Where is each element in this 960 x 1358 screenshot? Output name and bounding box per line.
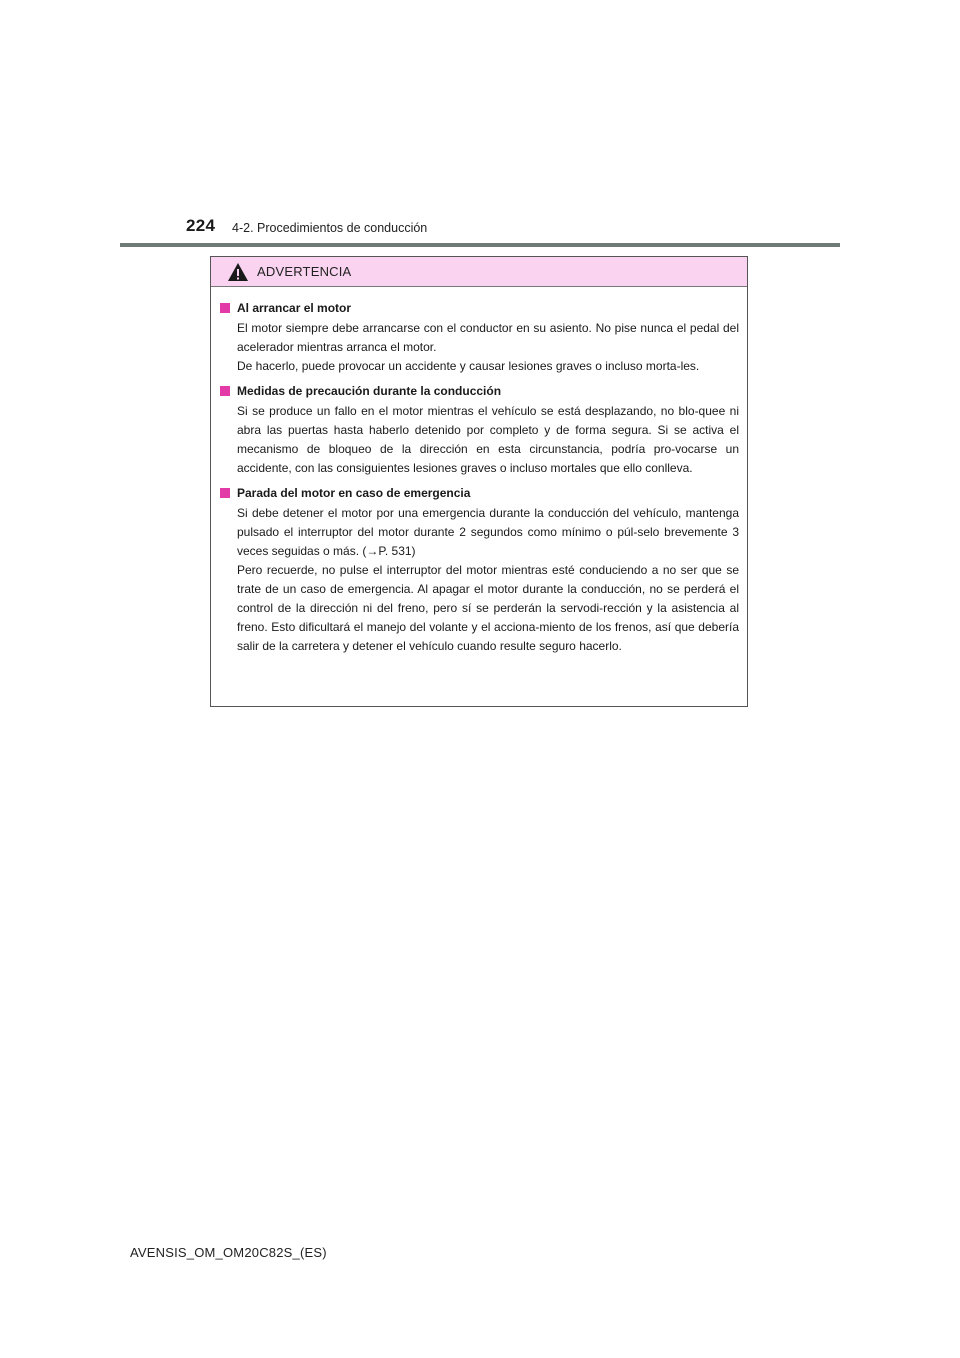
square-bullet-icon	[220, 303, 230, 313]
item-paragraph: Si se produce un fallo en el motor mientras el vehículo se está desplazando, no blo-quee ni abra las puertas hasta haberlo detenido por completo y de forma segura. Si se activa el mecanismo de bloqueo de la dirección en esta circunstancia, podría pro-vocarse un accidente, con las consiguientes lesiones graves o incluso mortales que ello conlleva.	[237, 404, 739, 475]
section-title: 4-2. Procedimientos de conducción	[232, 221, 428, 235]
item-heading: Al arrancar el motor	[237, 301, 352, 315]
warning-item	[220, 484, 739, 656]
square-bullet-icon	[220, 386, 230, 396]
warning-triangle-icon	[227, 262, 249, 282]
item-paragraph: Pero recuerde, no pulse el interruptor del motor mientras esté conduciendo a no ser que se trate de un caso de emergencia. Al apagar el motor durante la conducción, no se perderá el control de la dirección ni del freno, pero sí se perderán la servodi-rección y la asistencia al freno. Esto dificultará el manejo del volante y el acciona-miento de los frenos, así que debería salir de la carretera y detener el vehículo cuando resulte seguro hacerlo.	[237, 563, 739, 653]
item-heading: Parada del motor en caso de emergencia	[237, 486, 471, 500]
warning-label: ADVERTENCIA	[257, 264, 352, 279]
item-heading: Medidas de precaución durante la conducción	[237, 384, 502, 398]
warning-body	[211, 287, 747, 656]
warning-item	[220, 299, 739, 376]
item-paragraph: De hacerlo, puede provocar un accidente y causar lesiones graves o incluso morta-les.	[237, 359, 700, 373]
item-paragraph: Si debe detener el motor por una emergencia durante la conducción del vehículo, mantenga pulsado el interruptor del motor durante 2 segundos como mínimo o púl-selo brevemente 3 veces seguidas o más. (→P. 531)	[237, 506, 739, 558]
page-number: 224	[186, 216, 216, 235]
header-rule	[120, 243, 840, 247]
warning-box	[210, 256, 748, 707]
warning-item	[220, 382, 739, 478]
warning-header	[211, 257, 747, 287]
square-bullet-icon	[220, 488, 230, 498]
item-paragraph: El motor siempre debe arrancarse con el conductor en su asiento. No pise nunca el pedal del acelerador mientras arranca el motor.	[237, 321, 739, 354]
document-code: AVENSIS_OM_OM20C82S_(ES)	[130, 1245, 327, 1260]
